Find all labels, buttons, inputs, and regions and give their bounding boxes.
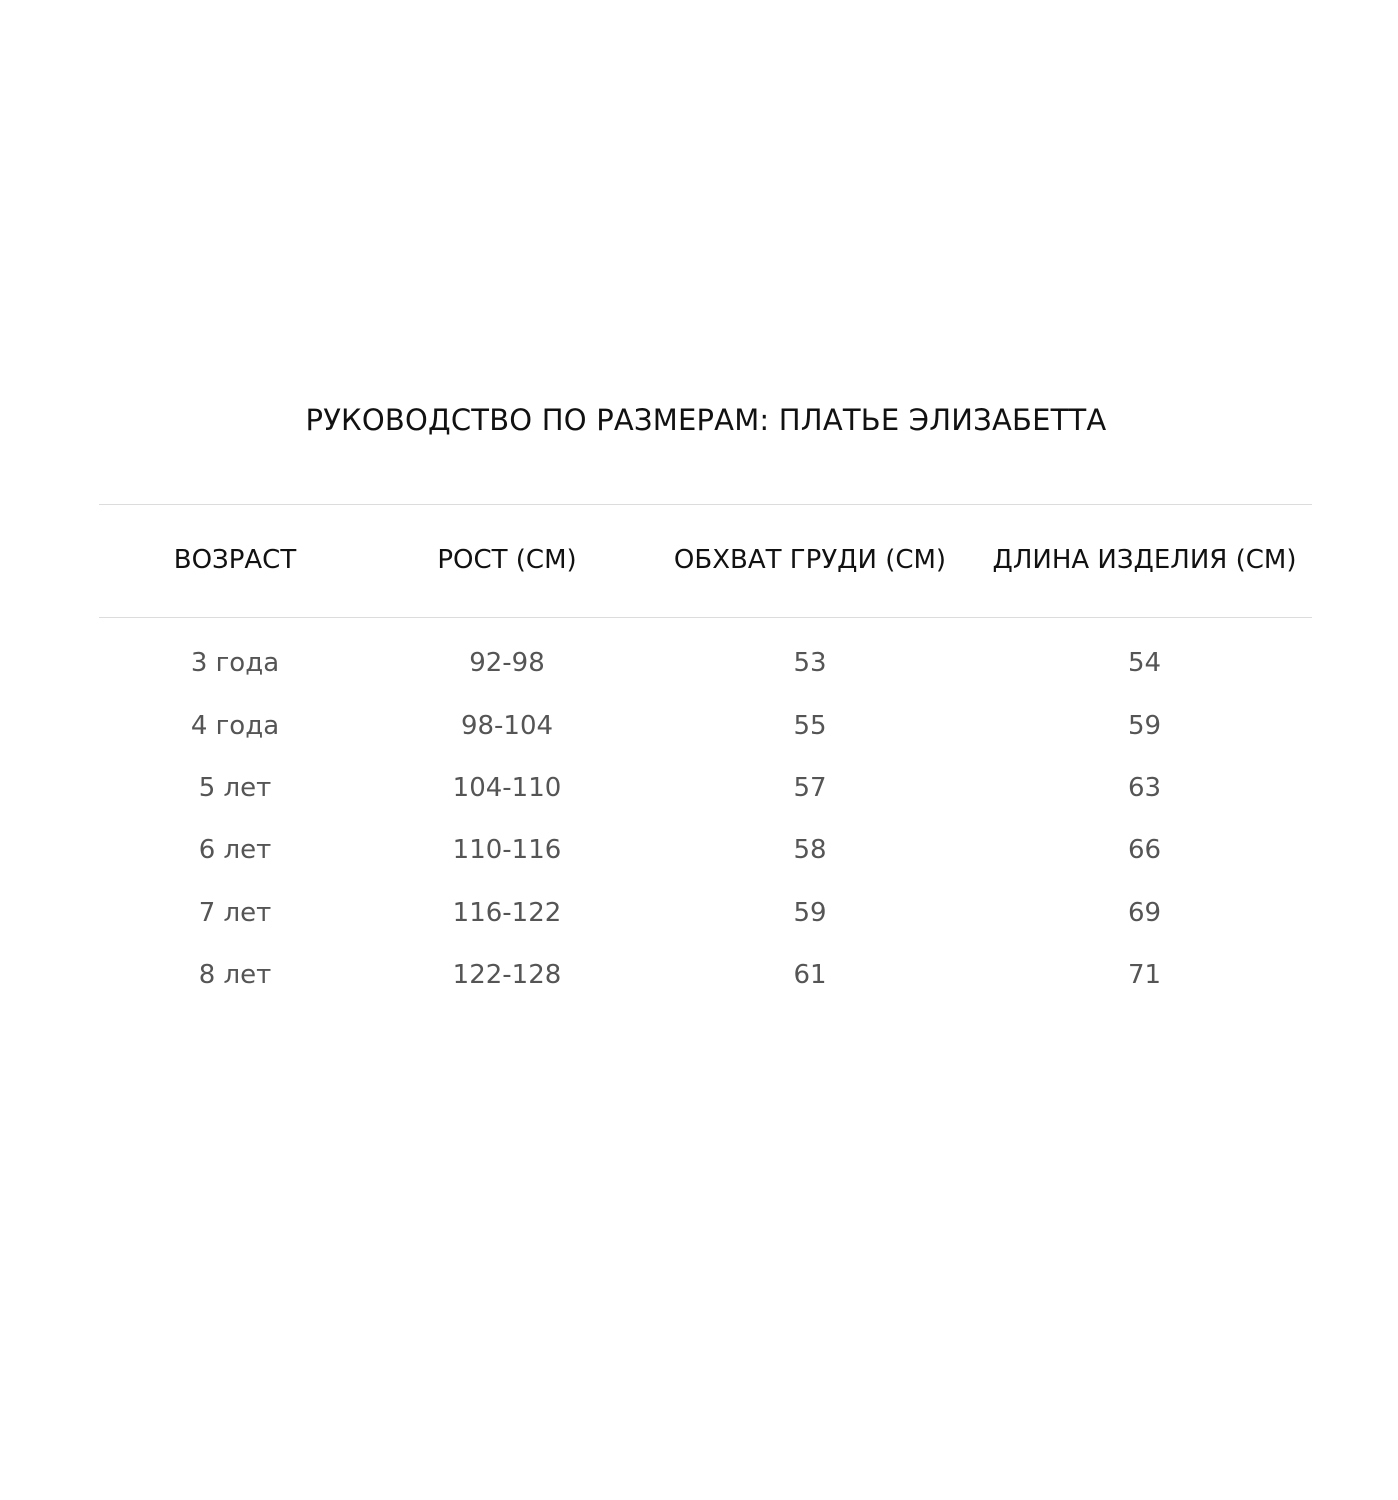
- cell-age: 3 года: [190, 648, 280, 679]
- cell-height: 104-110: [452, 772, 562, 803]
- cell-height: 110-116: [452, 835, 562, 866]
- cell-length: 63: [1127, 772, 1162, 803]
- cell-age: 7 лет: [198, 897, 272, 928]
- table-header-row: [99, 504, 1312, 618]
- cell-age: 4 года: [190, 710, 280, 741]
- header-height: РОСТ (СМ): [437, 545, 577, 575]
- cell-length: 59: [1127, 710, 1162, 741]
- cell-chest: 61: [793, 960, 827, 991]
- header-length: ДЛИНА ИЗДЕЛИЯ (СМ): [992, 545, 1297, 575]
- table-row: [99, 757, 1312, 819]
- cell-chest: 57: [793, 772, 827, 803]
- header-age: ВОЗРАСТ: [173, 545, 297, 575]
- cell-height: 116-122: [452, 897, 562, 928]
- cell-height: 92-98: [469, 648, 545, 679]
- cell-length: 66: [1127, 835, 1162, 866]
- cell-age: 8 лет: [198, 960, 272, 991]
- cell-length: 54: [1127, 648, 1162, 679]
- table-row: [99, 632, 1312, 694]
- cell-chest: 59: [793, 897, 827, 928]
- table-row: [99, 819, 1312, 881]
- cell-age: 6 лет: [198, 835, 272, 866]
- page-title: РУКОВОДСТВО ПО РАЗМЕРАМ: ПЛАТЬЕ ЭЛИЗАБЕТТА: [305, 403, 1107, 437]
- header-chest: ОБХВАТ ГРУДИ (СМ): [673, 545, 947, 575]
- table-body: [99, 618, 1312, 1006]
- cell-chest: 58: [793, 835, 827, 866]
- cell-age: 5 лет: [198, 772, 272, 803]
- table-row: [99, 694, 1312, 756]
- cell-chest: 53: [793, 648, 827, 679]
- cell-length: 69: [1127, 897, 1162, 928]
- size-table: [99, 504, 1312, 1006]
- cell-chest: 55: [793, 710, 827, 741]
- cell-length: 71: [1127, 960, 1162, 991]
- cell-height: 98-104: [460, 710, 554, 741]
- table-row: [99, 944, 1312, 1006]
- cell-height: 122-128: [452, 960, 562, 991]
- table-row: [99, 882, 1312, 944]
